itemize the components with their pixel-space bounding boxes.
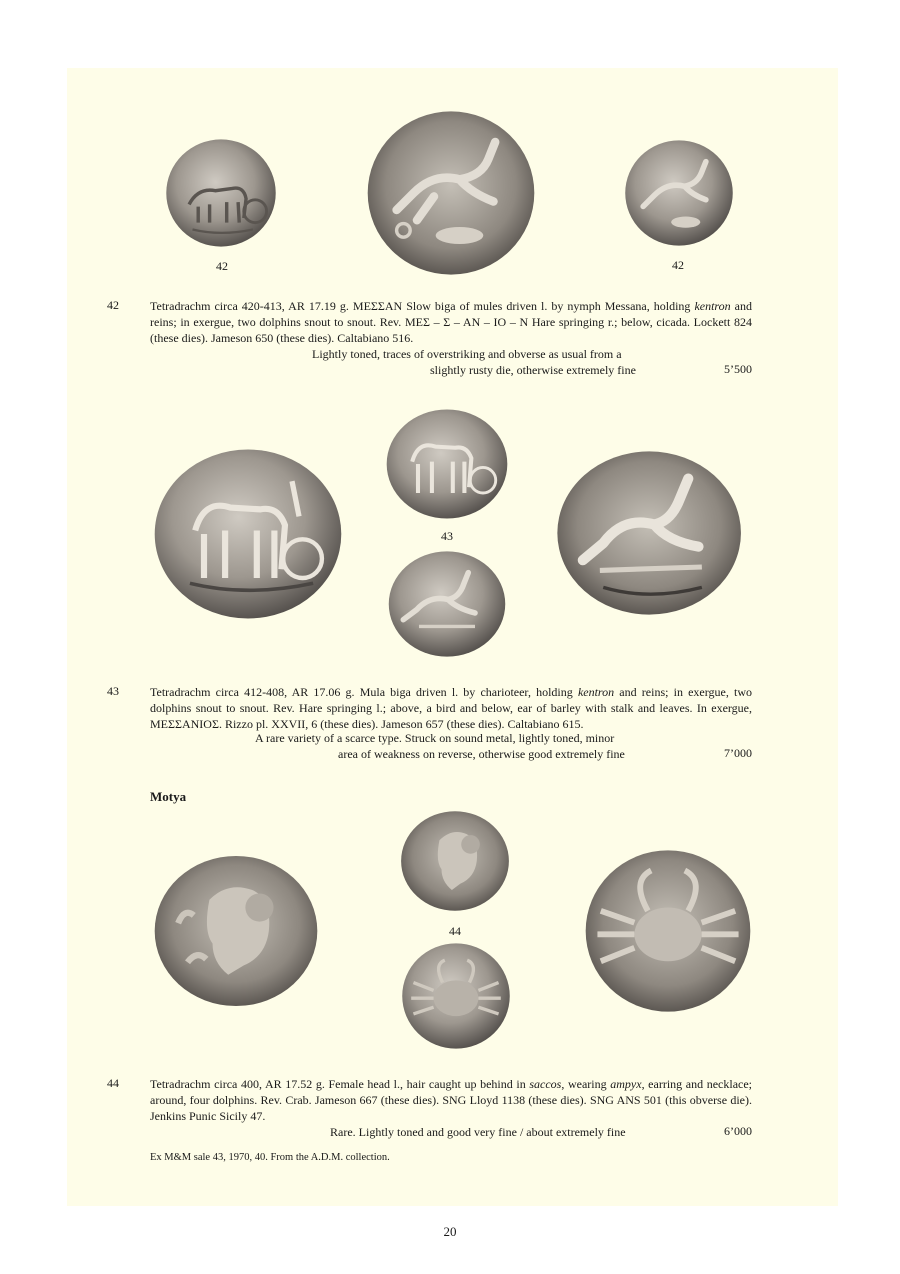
lot-number-43: 43 (107, 684, 119, 698)
price-42: 5’500 (724, 362, 752, 376)
lot-number-44: 44 (107, 1076, 119, 1090)
coin-43-reverse-small (382, 548, 512, 660)
image-label-43: 43 (441, 529, 453, 543)
desc-text: Tetradrachm circa 420-413, AR 17.19 g. ΜΕΣΣΑΝ Slow biga of mules driven l. by nymph Messana, holding (150, 299, 695, 313)
coin-43-reverse-large (550, 448, 750, 618)
image-label-44: 44 (449, 924, 461, 938)
condition-44-line1: Rare. Lightly toned and good very fine / about extremely fine (330, 1125, 626, 1139)
coin-44-obverse-large (150, 852, 322, 1010)
desc-italic: ampyx (610, 1077, 642, 1091)
lot-description-42 (150, 298, 752, 346)
desc-italic: kentron (577, 685, 615, 699)
coin-44-obverse-small (398, 808, 512, 914)
coin-44-reverse-small (400, 940, 512, 1052)
desc-text: Tetradrachm circa 412-408, AR 17.06 g. Mula biga driven l. by charioteer, holding (150, 685, 578, 699)
image-label-42-left: 42 (216, 259, 228, 273)
desc-text: and reins; in exergue, two dolphins snout to snout. Rev. ΜΕΣ – Σ – ΑΝ – ΙΟ – Ν Hare springing r.; below, cicada. Lockett 824 (these dies). Jameson 650 (these dies). Caltabiano 516. (150, 299, 753, 345)
condition-43-line1: A rare variety of a scarce type. Struck on sound metal, lightly toned, minor (255, 731, 615, 745)
coin-43-obverse-small (383, 406, 511, 522)
price-43: 7’000 (724, 746, 752, 760)
provenance-note-44: Ex M&M sale 43, 1970, 40. From the A.D.M. collection. (150, 1152, 390, 1163)
lot-description-43 (150, 684, 752, 732)
condition-42-line1: Lightly toned, traces of overstriking and obverse as usual from a (312, 347, 622, 361)
price-44: 6’000 (724, 1124, 752, 1138)
lot-description-44 (150, 1076, 752, 1124)
coin-42-reverse-large (366, 108, 536, 278)
image-label-42-right: 42 (672, 258, 684, 272)
coin-42-obverse (164, 136, 278, 250)
desc-text: , wearing (561, 1077, 611, 1091)
condition-43-line2: area of weakness on reverse, otherwise good extremely fine (338, 747, 625, 761)
desc-text: , earring and necklace; around, four dolphins. Rev. Crab. Jameson 667 (these dies). SNG Lloyd 1138 (these dies). SNG ANS 501 (this obverse die). Jenkins Punic Sicily 47. (150, 1077, 753, 1123)
section-heading-motya: Motya (150, 789, 187, 804)
page-number: 20 (443, 1224, 457, 1239)
desc-text: and reins; in exergue, two dolphins snout to snout. Rev. Hare springing l.; above, a bird and below, ear of barley with stalk and leaves. In exergue, ΜΕΣΣΑΝΙΟΣ. Rizzo pl. XXVII, 6 (these dies). Jameson 657 (these dies). Caltabiano 615. (150, 685, 753, 731)
desc-text: Tetradrachm circa 400, AR 17.52 g. Female head l., hair caught up behind in (150, 1077, 530, 1091)
desc-italic: kentron (694, 299, 731, 313)
lot-number-42: 42 (107, 298, 119, 312)
desc-italic: saccos (529, 1077, 562, 1091)
condition-42-line2: slightly rusty die, otherwise extremely fine (430, 363, 636, 377)
coin-42-reverse-small (622, 137, 736, 249)
coin-44-reverse-large (584, 847, 752, 1015)
coin-43-obverse-large (150, 446, 346, 622)
